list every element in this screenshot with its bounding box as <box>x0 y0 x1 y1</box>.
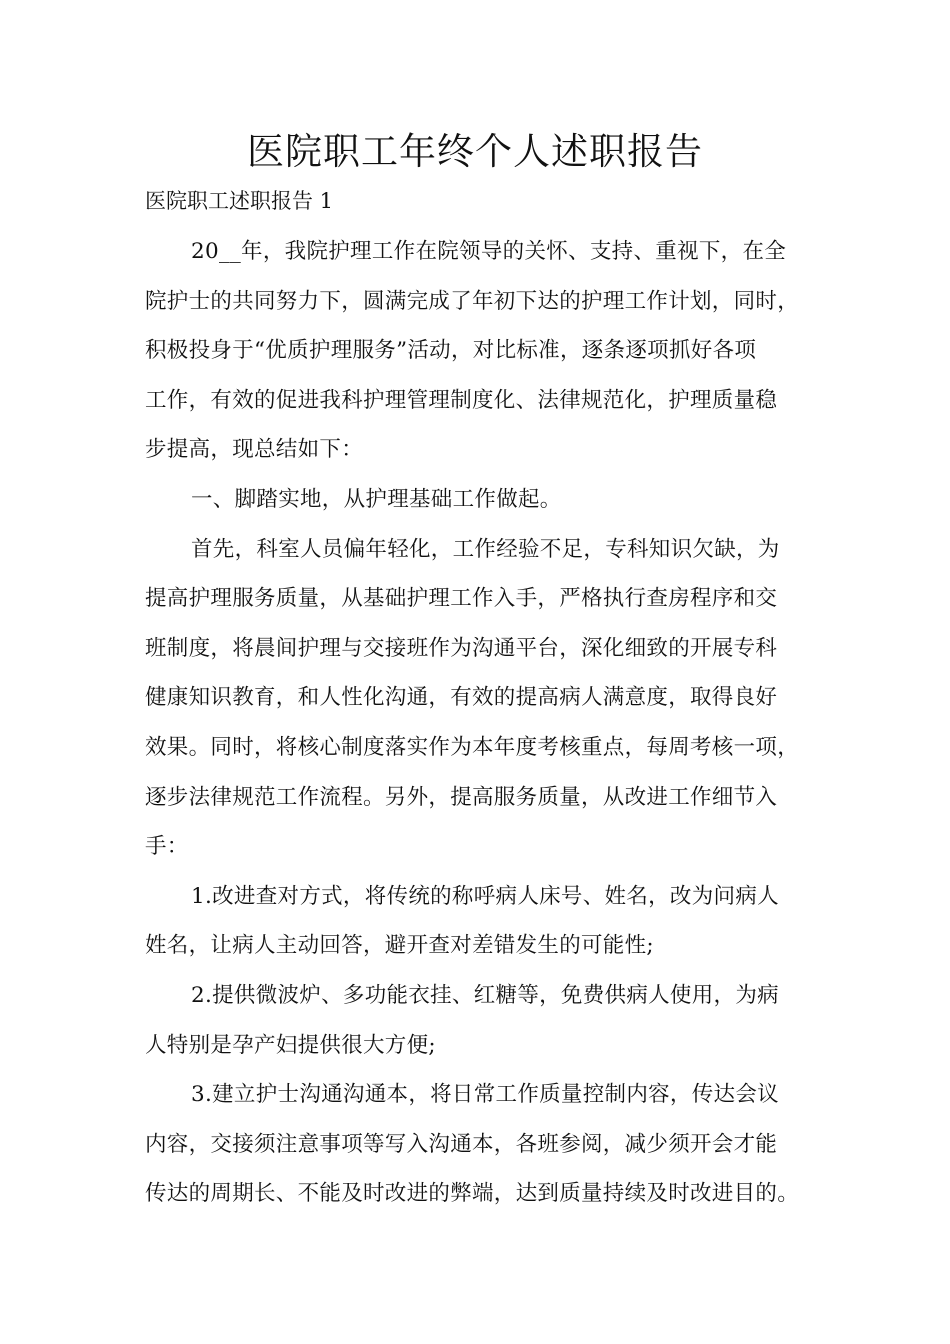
paragraph-line: 逐步法律规范工作流程。另外，提高服务质量，从改进工作细节入 <box>145 784 778 810</box>
paragraph-line: 院护士的共同努力下，圆满完成了年初下达的护理工作计划，同时， <box>145 288 800 314</box>
report-subtitle: 医院职工述职报告 1 <box>145 189 334 213</box>
section-heading: 一、脚踏实地，从护理基础工作做起。 <box>191 486 562 512</box>
document-title: 医院职工年终个人述职报告 <box>247 130 703 173</box>
list-item-line: 3.建立护士沟通沟通本，将日常工作质量控制内容，传达会议 <box>191 1082 779 1108</box>
paragraph-line: 工作，有效的促进我科护理管理制度化、法律规范化，护理质量稳 <box>145 387 778 413</box>
paragraph-line: 首先，科室人员偏年轻化，工作经验不足，专科知识欠缺，为 <box>191 536 780 562</box>
paragraph-line: 手： <box>145 834 189 860</box>
list-item-line: 姓名，让病人主动回答，避开查对差错发生的可能性; <box>145 933 654 959</box>
paragraph-line: 健康知识教育，和人性化沟通，有效的提高病人满意度，取得良好 <box>145 685 778 711</box>
list-item-line: 1.改进查对方式，将传统的称呼病人床号、姓名，改为问病人 <box>191 883 779 909</box>
paragraph-line: 步提高，现总结如下： <box>145 437 364 463</box>
list-item-line: 传达的周期长、不能及时改进的弊端，达到质量持续及时改进目的。 <box>145 1181 800 1207</box>
list-item-line: 2.提供微波炉、多功能衣挂、红糖等，免费供病人使用，为病 <box>191 982 779 1008</box>
report-body <box>145 232 835 1224</box>
paragraph-line: 班制度，将晨间护理与交接班作为沟通平台，深化细致的开展专科 <box>145 635 778 661</box>
paragraph-line: 效果。同时，将核心制度落实作为本年度考核重点，每周考核一项， <box>145 734 800 760</box>
list-item-line: 人特别是孕产妇提供很大方便; <box>145 1032 436 1058</box>
paragraph-line: 提高护理服务质量，从基础护理工作入手，严格执行查房程序和交 <box>145 586 778 612</box>
paragraph-line: 20__年，我院护理工作在院领导的关怀、支持、重视下，在全 <box>191 239 787 264</box>
list-item-line: 内容，交接须注意事项等写入沟通本，各班参阅，减少须开会才能 <box>145 1131 778 1157</box>
paragraph-line: 积极投身于“优质护理服务”活动，对比标准，逐条逐项抓好各项 <box>145 338 757 364</box>
